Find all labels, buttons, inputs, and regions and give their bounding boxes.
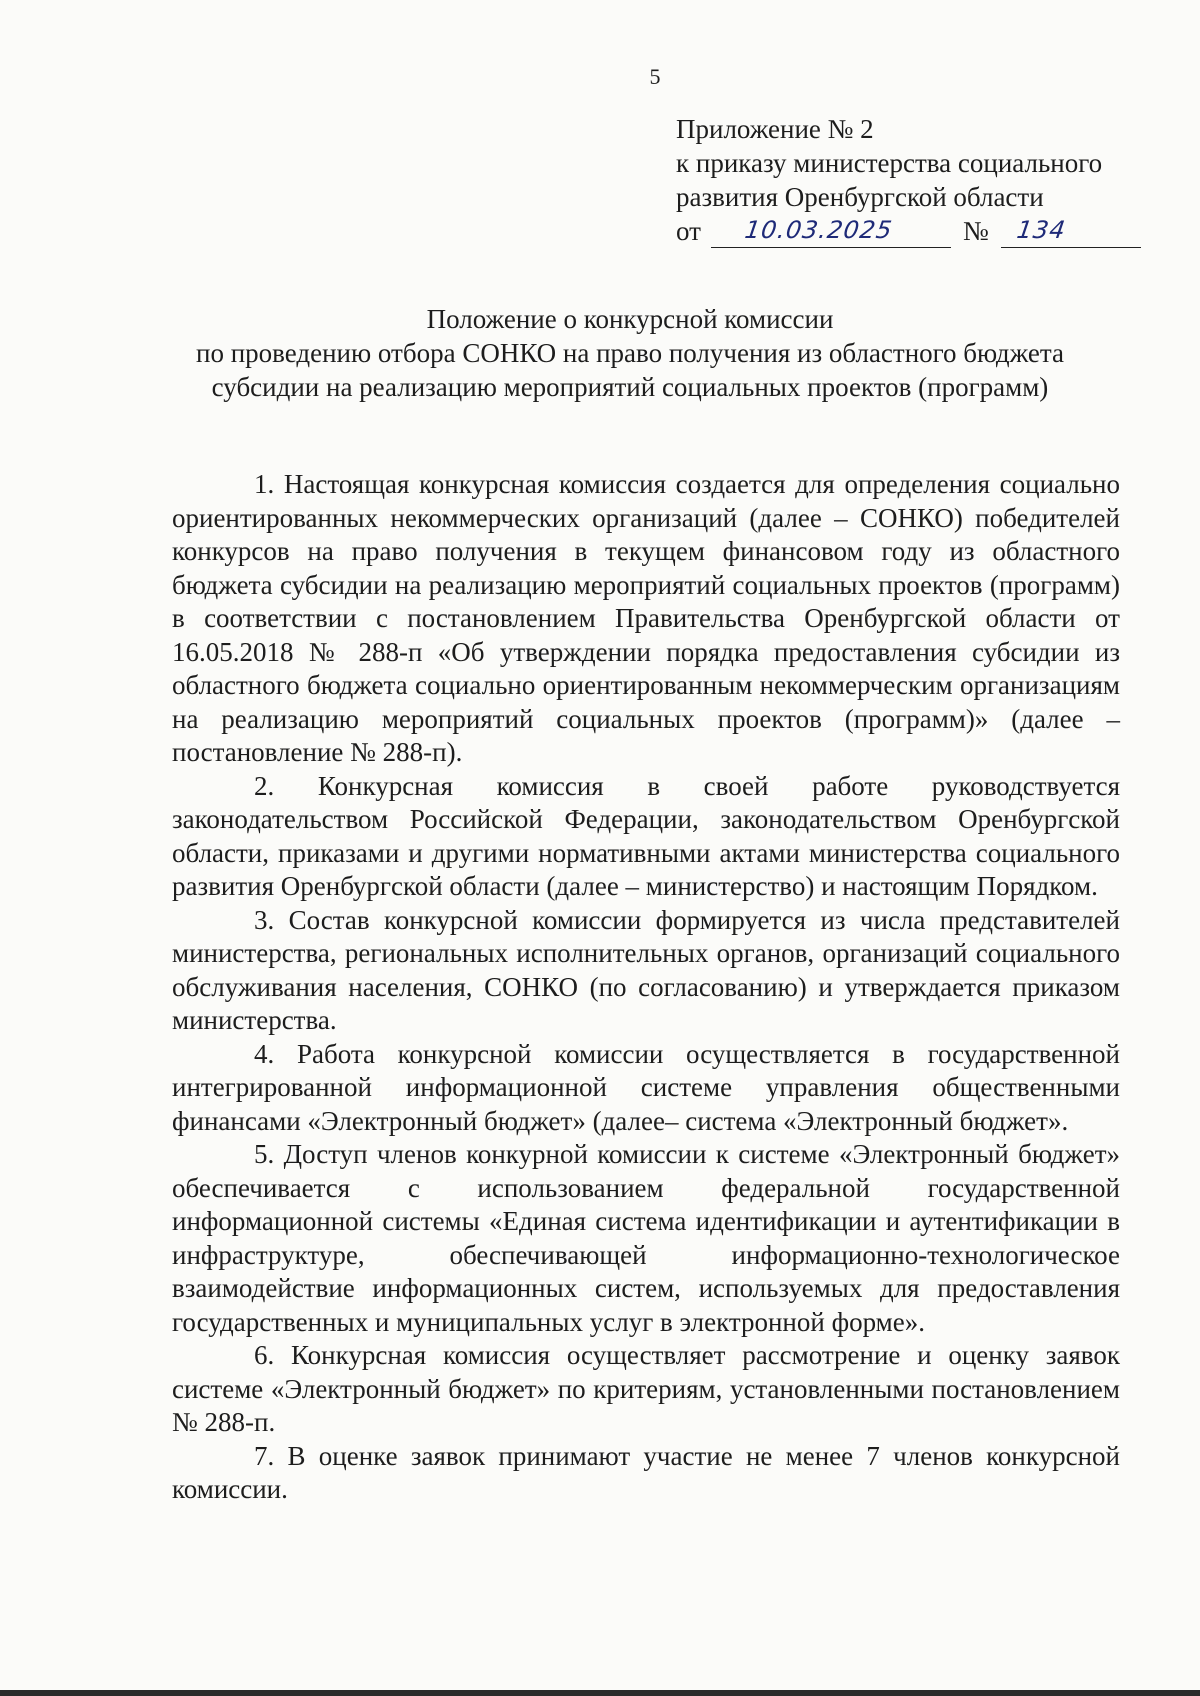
paragraph: 6. Конкурсная комиссия осуществляет рассмотрение и оценку заявок системе «Электронный бюджет» по критериям, установленными постановлением № 288-п. [172, 1340, 1120, 1437]
appendix-order-ref: к приказу министерства социального [676, 148, 1103, 178]
document-title [150, 302, 1110, 404]
title-line-1: Положение о конкурсной комиссии [426, 304, 834, 334]
appendix-date-row [676, 214, 1141, 248]
handwritten-date: 10.03.2025 [742, 216, 895, 244]
title-line-2: по проведению отбора СОНКО на право получения из областного бюджета [196, 338, 1064, 368]
handwritten-number: 134 [1014, 216, 1068, 244]
number-field [1001, 217, 1141, 248]
appendix-title: Приложение № 2 [676, 114, 874, 144]
paragraph: 2. Конкурсная комиссия в своей работе руководствуется законодательством Российской Федерации, законодательством Оренбургской области, приказами и другими нормативными актами министерства социального развития Оренбургской области (далее – министерство) и настоящим Порядком. [172, 770, 1120, 901]
number-sign: № [962, 216, 989, 246]
document-body [172, 468, 1120, 1507]
paragraph: 4. Работа конкурсной комиссии осуществляется в государственной интегрированной информационной системе управления общественными финансами «Электронный бюджет» (далее– система «Электронный бюджет». [172, 1038, 1120, 1136]
scan-edge [0, 1690, 1200, 1696]
paragraph: 1. Настоящая конкурсная комиссия создается для определения социально ориентированных некоммерческих организаций (далее – СОНКО) победителей конкурсов на право получения в текущем финансовом году из областного бюджета субсидии на реализацию мероприятий социальных проектов (программ) в соответствии с постановлением Правительства Оренбургской области от 16.05.2018 № 288-п «Об утверждении порядка предоставления субсидии из областного бюджета социально ориентированным некоммерческим организациям на реализацию мероприятий социальных проектов (программ)» (далее – постановление № 288-п). [172, 469, 1120, 767]
date-field [711, 217, 951, 248]
paragraph: 3. Состав конкурсной комиссии формируется из числа представителей министерства, региональных исполнительных органов, организаций социального обслуживания населения, СОНКО (по согласованию) и утверждается приказом министерства. [172, 904, 1120, 1035]
appendix-ministry: развития Оренбургской области [676, 182, 1044, 212]
appendix-header [676, 112, 1141, 248]
page-number: 5 [649, 64, 661, 89]
date-prefix: от [676, 216, 701, 246]
title-line-3: субсидии на реализацию мероприятий социальных проектов (программ) [211, 372, 1049, 402]
paragraph: 5. Доступ членов конкурной комиссии к системе «Электронный бюджет» обеспечивается с использованием федеральной государственной информационной системы «Единая система идентификации и аутентификации в инфраструктуре, обеспечивающей информационно-технологическое взаимодействие информационных систем, используемых для предоставления государственных и муниципальных услуг в электронной форме». [172, 1139, 1120, 1337]
paragraph: 7. В оценке заявок принимают участие не менее 7 членов конкурсной комиссии. [172, 1440, 1120, 1504]
